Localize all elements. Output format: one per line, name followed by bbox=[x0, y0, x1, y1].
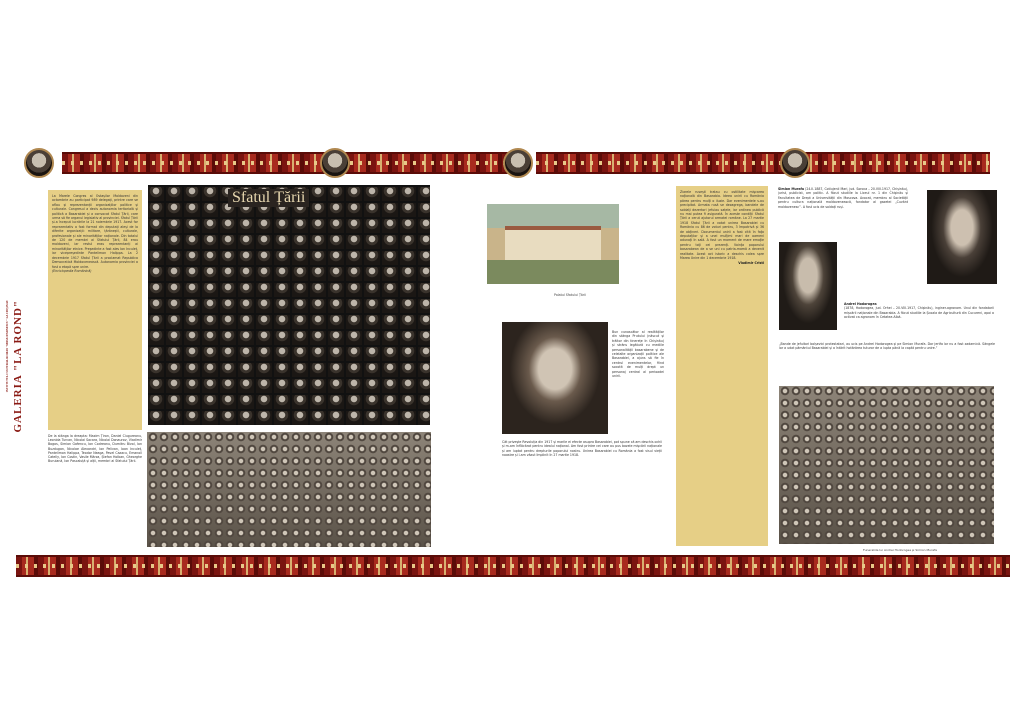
portrait-medallion bbox=[24, 148, 54, 178]
deputies-group-photo bbox=[147, 432, 431, 547]
murafa-bio: (24.II.1887, Cotiujenii Mari, jud. Soroca – 20.VIII.1917, Chișinău), jurist, publicist, om politic. A făcut studiile la Liceul nr. 1 din Chișinău și Facultatea de Drept a Universității din Moscova. Avocat, membru al Societății pentru cultura națională moldovenească, fondator al gazetei „Cuvânt moldovenesc”. A fost ucis de soldați ruși. bbox=[778, 187, 908, 209]
palace-photo bbox=[487, 204, 619, 284]
funeral-caption: Funeraliile lui Andrei Hodorogea și Simion Murafa bbox=[863, 548, 937, 552]
funeral-photo bbox=[779, 386, 994, 544]
gallery-title: GALERIA "LA ROND" bbox=[12, 300, 24, 433]
group-photo-caption: De la stânga la dreapta: Maxim Țiron, Daniel Ciugureanu, Leonida Turcan, Nicolai Sacara, Nicolai Donaurov, Vladimir Bogos, Simion Gafencu, Ion Codreanu, Dumitru Bivol, Ion Buzdugan, Nicolae Alexandri, Ion Pelivan, Ioan Inculeț, Pantelimon Halippa, Teodor Neaga, Pavel Cazacu, Emanoil Catelly, Ion Costin, Vasile Mârza, Ștefan Holban, Gheorghe Buruiană, Ion Pascaluță și alții, membri ai Sfatului Țării. bbox=[48, 434, 142, 464]
hodorogea-bio: (1878, Hodorogea, jud. Orhei – 20.VIII.1917, Chișinău), inginer-agronom. Unul din fondatorii mișcării naționale din Basarabia. A făcut studiile la Școala de Agricultură din Cucureni, apoi a activat ca agronom în Cetatea Albă. bbox=[844, 306, 994, 320]
funeral-quote-text: „Bande de jefuitori bolșevici protestatari, au ucis pe Andrei Hodorogea și pe Simion Murafa. Dar jertfa lor nu a fost zadarnică. Sângele lor a udat pământul Basarabiei și a întărit hotărârea tuturor de a lupta până la capăt pentru unire.” bbox=[779, 342, 995, 351]
portrait-medallion bbox=[503, 148, 533, 178]
murafa-name: Simion Murafa bbox=[778, 187, 805, 191]
gallery-logo bbox=[6, 300, 32, 460]
right-column-signature: Vladimir Cristi bbox=[738, 260, 764, 265]
hodorogea-portrait-photo bbox=[779, 242, 837, 330]
intro-text-block bbox=[48, 190, 142, 430]
memoir-text: Cât privește Revoluția din 1917 și marile ei efecte asupra Basarabiei, pot spune că am deschis ochii și m-am înflăcărat pentru idealul național. Am fost printre cei care au pus bazele mișcării naționale și am luptat pentru drepturile poporului nostru. Unirea Basarabiei cu România a fost visul vieții noastre și l-am văzut împlinit în 27 martie 1918. bbox=[502, 440, 662, 458]
gallery-subtitle: INSTITUTUL CULTURAL ROMÂN "MIHAI EMINESCU" LA CHIȘINĂU bbox=[6, 300, 9, 393]
bottom-ornament-band bbox=[16, 555, 1010, 577]
sfatul-tarii-mosaic-photo bbox=[148, 185, 430, 425]
murafa-bio-block bbox=[778, 187, 908, 237]
top-ornament-band-right bbox=[536, 152, 990, 174]
intro-text: La Marele Congres al Ostașilor Moldoveni din octombrie au participat 989 delegați, printre care se aflau și reprezentanții organizațiilor politice și culturale. Congresul a decis autonomia teritorială și politică a Basarabiei și a convocat Sfatul Țării, care urma să fie organul legislativ al provinciei. Sfatul Țării și-a început lucrările la 21 noiembrie 1917. Acest for reprezentativ a fost format din deputați aleși de la diferite organizații: militare, țărănești, culturale, profesionale și ale minorităților naționale. Din totalul de 120 de membri ai Sfatului Țării, 84 erau moldoveni, iar restul erau reprezentanți ai minorităților etnice. Președinte a fost ales Ion Inculeț, iar vicepreședinte Pantelimon Halippa. La 2 decembrie 1917 Sfatul Țării a proclamat Republica Democratică Moldovenească. Autonomia provinciei a fost o etapă spre unire. bbox=[52, 194, 138, 269]
murafa-portrait-photo bbox=[927, 190, 997, 284]
intro-source: (Enciclopedia Românică) bbox=[52, 268, 92, 273]
top-ornament-band-left bbox=[62, 152, 516, 174]
hodorogea-bio-block bbox=[844, 302, 994, 338]
hodorogea-name: Andrei Hodorogea bbox=[844, 302, 877, 306]
portrait-photo bbox=[502, 322, 608, 434]
palace-caption: Palatul Sfatului Țării bbox=[554, 293, 586, 297]
portrait-medallion bbox=[320, 148, 350, 178]
right-column-text-block bbox=[676, 186, 768, 546]
portrait-quote-text: Bun cunoscător al realităților din stânga Prutului (născut și trăitor din tinerețe în Chișinău) și strâns legătură cu mediile personalității basarabene și de celelalte organizații politice ale Basarabiei, a ajuns să fie în centrul evenimentelor, fiind socotit de mulți drept un personaj central al perioadei unirii. bbox=[612, 330, 664, 379]
right-column-text: Ziarele ruseşti tratau cu ostilitate mişcarea naţională din Basarabia. Ideea unirii cu România părea pentru mulţi o iluzie. Dar evenimentele s-au precipitat. Armata rusă se dezagrega, bandele de soldaţi dezertori jefuiau satele, iar ordinea publică nu mai putea fi asigurată. În aceste condiţii Sfatul Ţării a cerut ajutorul armatei române. La 27 martie 1918 Sfatul Ţării a votat unirea Basarabiei cu România cu 86 de voturi pentru, 3 împotrivă şi 36 de abţineri. Documentul unirii a fost citit în faţa deputaţilor şi a unei mulţimi mari de oameni adunaţi în sală. A fost un moment de mare emoţie pentru toţi cei prezenţi. Voinţa poporului basarabean de a se uni cu patria-mamă a devenit realitate. Acest act istoric a deschis calea spre Marea Unire din 1 decembrie 1918. bbox=[680, 190, 764, 261]
mosaic-title: Sfatul Țării bbox=[228, 189, 309, 207]
portrait-medallion bbox=[780, 148, 810, 178]
